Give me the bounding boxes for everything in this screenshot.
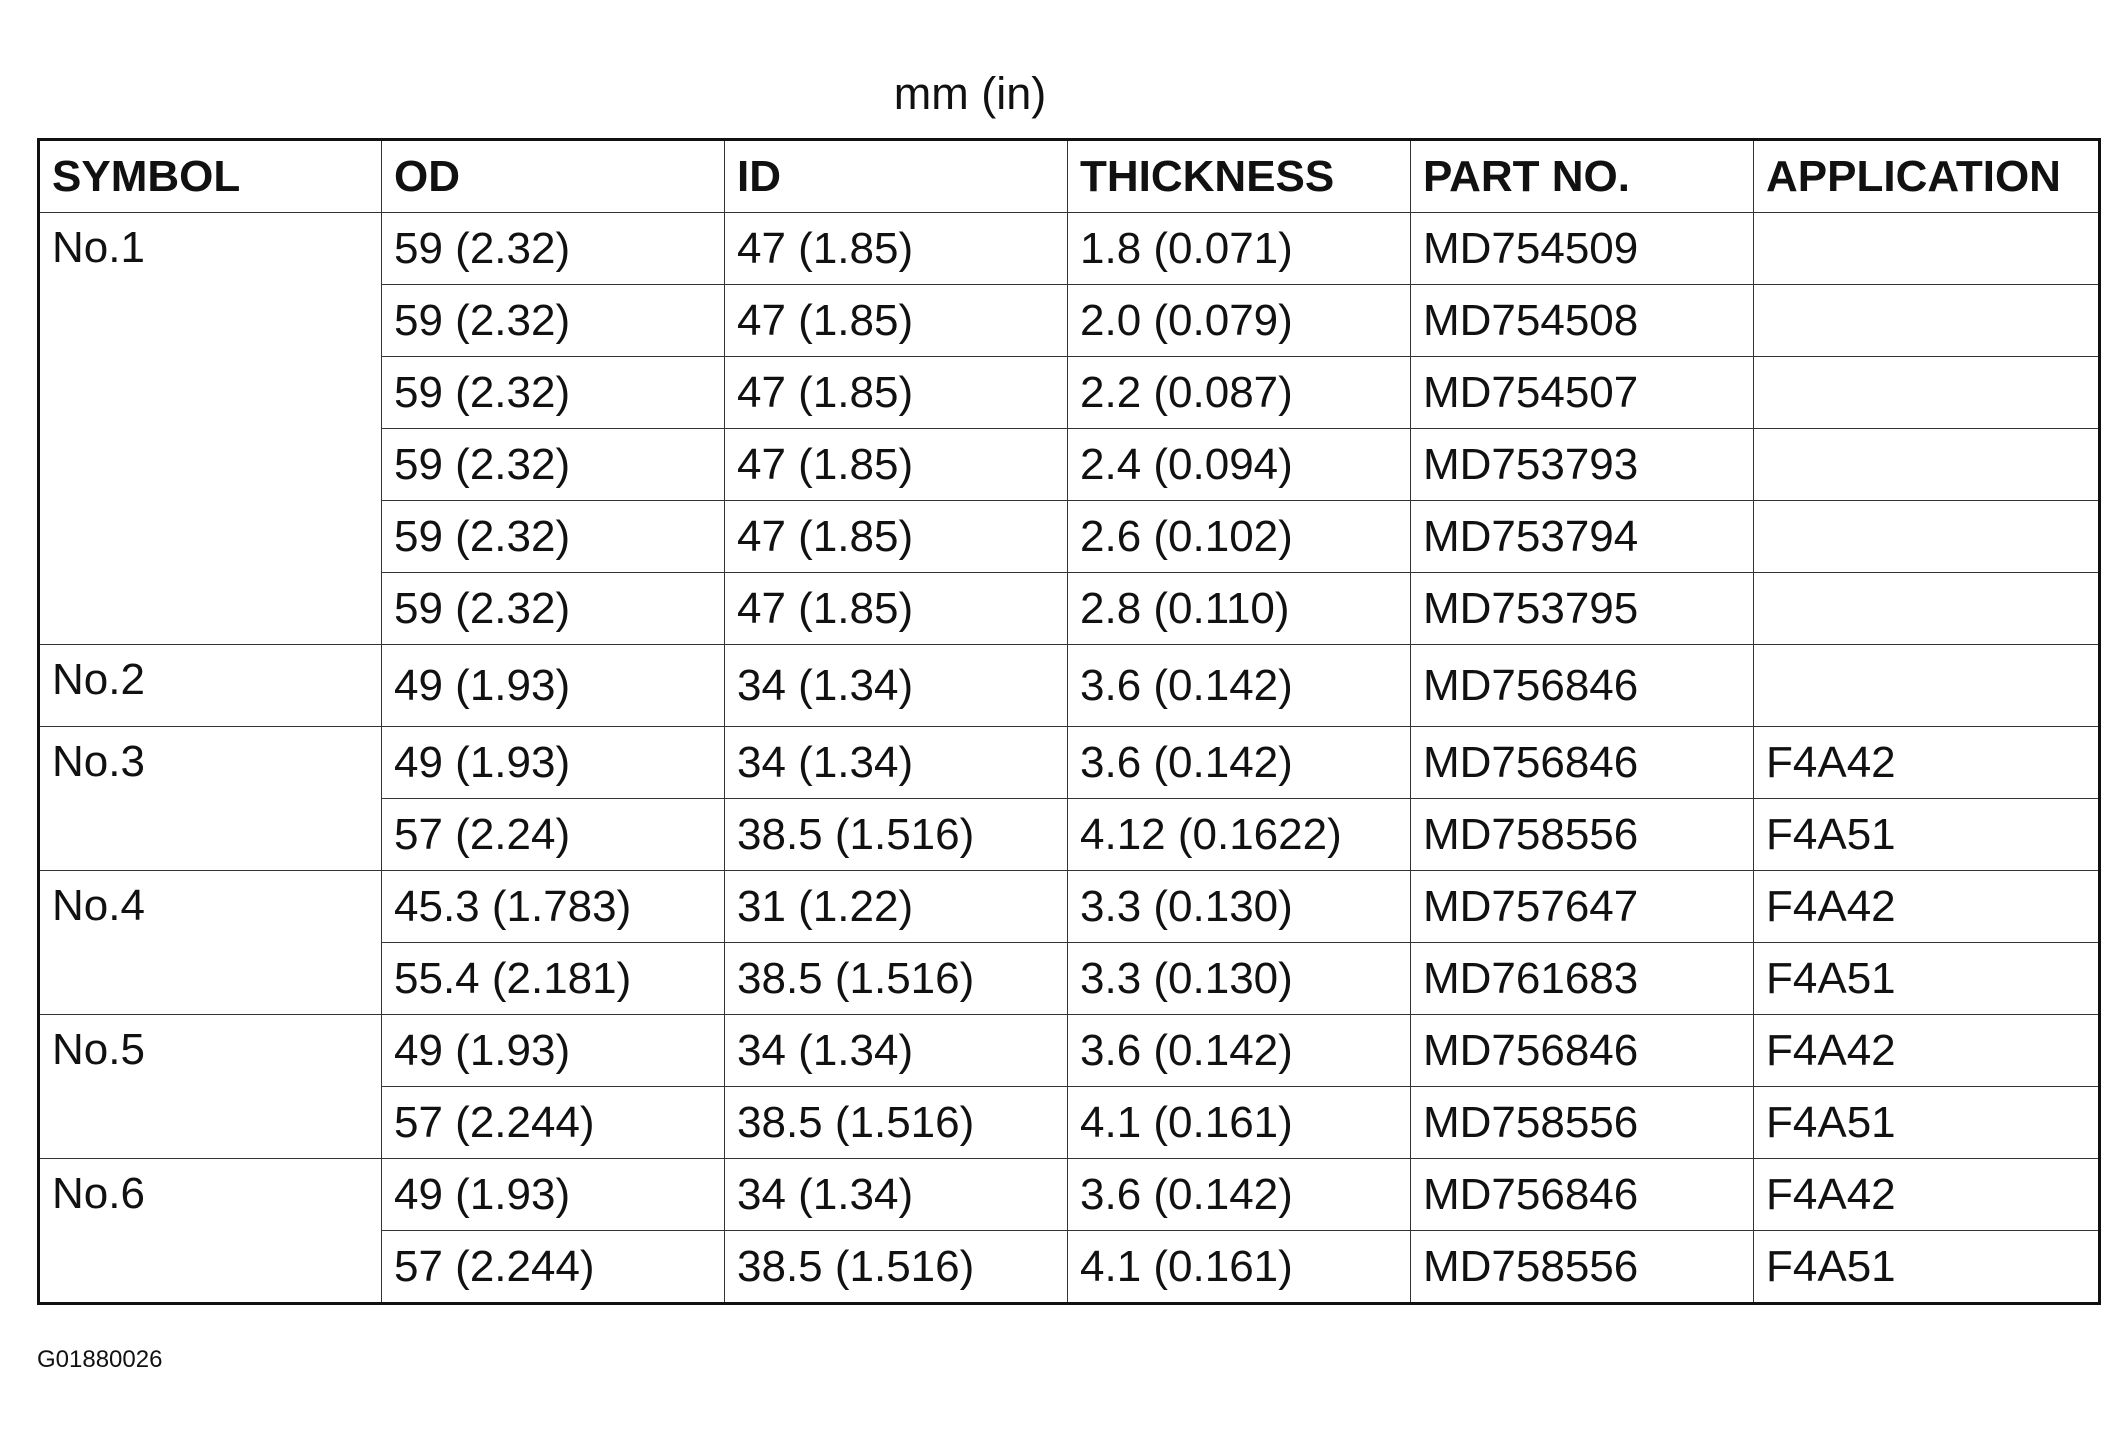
spec-table <box>37 138 2101 1305</box>
id-cell: 34 (1.34) <box>725 1159 1068 1231</box>
od-cell: 49 (1.93) <box>382 1015 725 1087</box>
application-cell: F4A51 <box>1754 1231 2100 1304</box>
table-body <box>39 213 2100 1304</box>
id-cell: 38.5 (1.516) <box>725 943 1068 1015</box>
part-no-cell: MD761683 <box>1411 943 1754 1015</box>
od-cell: 49 (1.93) <box>382 645 725 727</box>
table-row <box>39 871 2100 943</box>
id-cell: 47 (1.85) <box>725 213 1068 285</box>
od-cell: 57 (2.244) <box>382 1087 725 1159</box>
symbol-cell: No.6 <box>39 1159 382 1304</box>
table-row <box>39 213 2100 285</box>
units-label: mm (in) <box>893 68 1047 119</box>
application-cell <box>1754 573 2100 645</box>
od-cell: 59 (2.32) <box>382 501 725 573</box>
header-row <box>39 140 2100 213</box>
application-cell: F4A42 <box>1754 727 2100 799</box>
table-row <box>39 645 2100 727</box>
od-cell: 45.3 (1.783) <box>382 871 725 943</box>
id-cell: 38.5 (1.516) <box>725 1087 1068 1159</box>
application-cell <box>1754 357 2100 429</box>
header-id: ID <box>725 140 1068 213</box>
figure-id: G01880026 <box>37 1346 163 1373</box>
od-cell: 59 (2.32) <box>382 429 725 501</box>
thickness-cell: 2.4 (0.094) <box>1068 429 1411 501</box>
symbol-cell: No.4 <box>39 871 382 1015</box>
header-od: OD <box>382 140 725 213</box>
header-application: APPLICATION <box>1754 140 2100 213</box>
id-cell: 38.5 (1.516) <box>725 799 1068 871</box>
thickness-cell: 3.6 (0.142) <box>1068 1015 1411 1087</box>
application-cell: F4A42 <box>1754 1159 2100 1231</box>
thickness-cell: 3.3 (0.130) <box>1068 871 1411 943</box>
thickness-cell: 2.8 (0.110) <box>1068 573 1411 645</box>
part-no-cell: MD758556 <box>1411 1231 1754 1304</box>
id-cell: 47 (1.85) <box>725 357 1068 429</box>
thickness-cell: 2.6 (0.102) <box>1068 501 1411 573</box>
part-no-cell: MD753795 <box>1411 573 1754 645</box>
part-no-cell: MD754508 <box>1411 285 1754 357</box>
symbol-cell: No.2 <box>39 645 382 727</box>
od-cell: 59 (2.32) <box>382 357 725 429</box>
application-cell: F4A42 <box>1754 871 2100 943</box>
application-cell <box>1754 285 2100 357</box>
id-cell: 31 (1.22) <box>725 871 1068 943</box>
od-cell: 59 (2.32) <box>382 285 725 357</box>
id-cell: 47 (1.85) <box>725 285 1068 357</box>
od-cell: 59 (2.32) <box>382 213 725 285</box>
od-cell: 49 (1.93) <box>382 1159 725 1231</box>
application-cell <box>1754 645 2100 727</box>
application-cell: F4A42 <box>1754 1015 2100 1087</box>
part-no-cell: MD756846 <box>1411 1015 1754 1087</box>
part-no-cell: MD754507 <box>1411 357 1754 429</box>
application-cell: F4A51 <box>1754 1087 2100 1159</box>
application-cell <box>1754 213 2100 285</box>
id-cell: 34 (1.34) <box>725 727 1068 799</box>
od-cell: 49 (1.93) <box>382 727 725 799</box>
thickness-cell: 4.1 (0.161) <box>1068 1231 1411 1304</box>
part-no-cell: MD756846 <box>1411 1159 1754 1231</box>
id-cell: 47 (1.85) <box>725 573 1068 645</box>
id-cell: 47 (1.85) <box>725 501 1068 573</box>
thickness-cell: 4.1 (0.161) <box>1068 1087 1411 1159</box>
thickness-cell: 3.6 (0.142) <box>1068 645 1411 727</box>
part-no-cell: MD758556 <box>1411 1087 1754 1159</box>
thickness-cell: 1.8 (0.071) <box>1068 213 1411 285</box>
header-thickness: THICKNESS <box>1068 140 1411 213</box>
part-no-cell: MD757647 <box>1411 871 1754 943</box>
part-no-cell: MD753793 <box>1411 429 1754 501</box>
part-no-cell: MD753794 <box>1411 501 1754 573</box>
thickness-cell: 2.2 (0.087) <box>1068 357 1411 429</box>
application-cell <box>1754 429 2100 501</box>
id-cell: 34 (1.34) <box>725 645 1068 727</box>
table-row <box>39 727 2100 799</box>
symbol-cell: No.5 <box>39 1015 382 1159</box>
id-cell: 34 (1.34) <box>725 1015 1068 1087</box>
thickness-cell: 3.6 (0.142) <box>1068 727 1411 799</box>
thickness-cell: 4.12 (0.1622) <box>1068 799 1411 871</box>
part-no-cell: MD754509 <box>1411 213 1754 285</box>
thickness-cell: 2.0 (0.079) <box>1068 285 1411 357</box>
id-cell: 47 (1.85) <box>725 429 1068 501</box>
thickness-cell: 3.3 (0.130) <box>1068 943 1411 1015</box>
part-no-cell: MD756846 <box>1411 645 1754 727</box>
table-row <box>39 1159 2100 1231</box>
application-cell: F4A51 <box>1754 943 2100 1015</box>
part-no-cell: MD758556 <box>1411 799 1754 871</box>
application-cell <box>1754 501 2100 573</box>
table-row <box>39 1015 2100 1087</box>
od-cell: 57 (2.244) <box>382 1231 725 1304</box>
od-cell: 55.4 (2.181) <box>382 943 725 1015</box>
header-symbol: SYMBOL <box>39 140 382 213</box>
symbol-cell: No.1 <box>39 213 382 645</box>
header-part-no: PART NO. <box>1411 140 1754 213</box>
od-cell: 59 (2.32) <box>382 573 725 645</box>
id-cell: 38.5 (1.516) <box>725 1231 1068 1304</box>
symbol-cell: No.3 <box>39 727 382 871</box>
od-cell: 57 (2.24) <box>382 799 725 871</box>
application-cell: F4A51 <box>1754 799 2100 871</box>
thickness-cell: 3.6 (0.142) <box>1068 1159 1411 1231</box>
part-no-cell: MD756846 <box>1411 727 1754 799</box>
